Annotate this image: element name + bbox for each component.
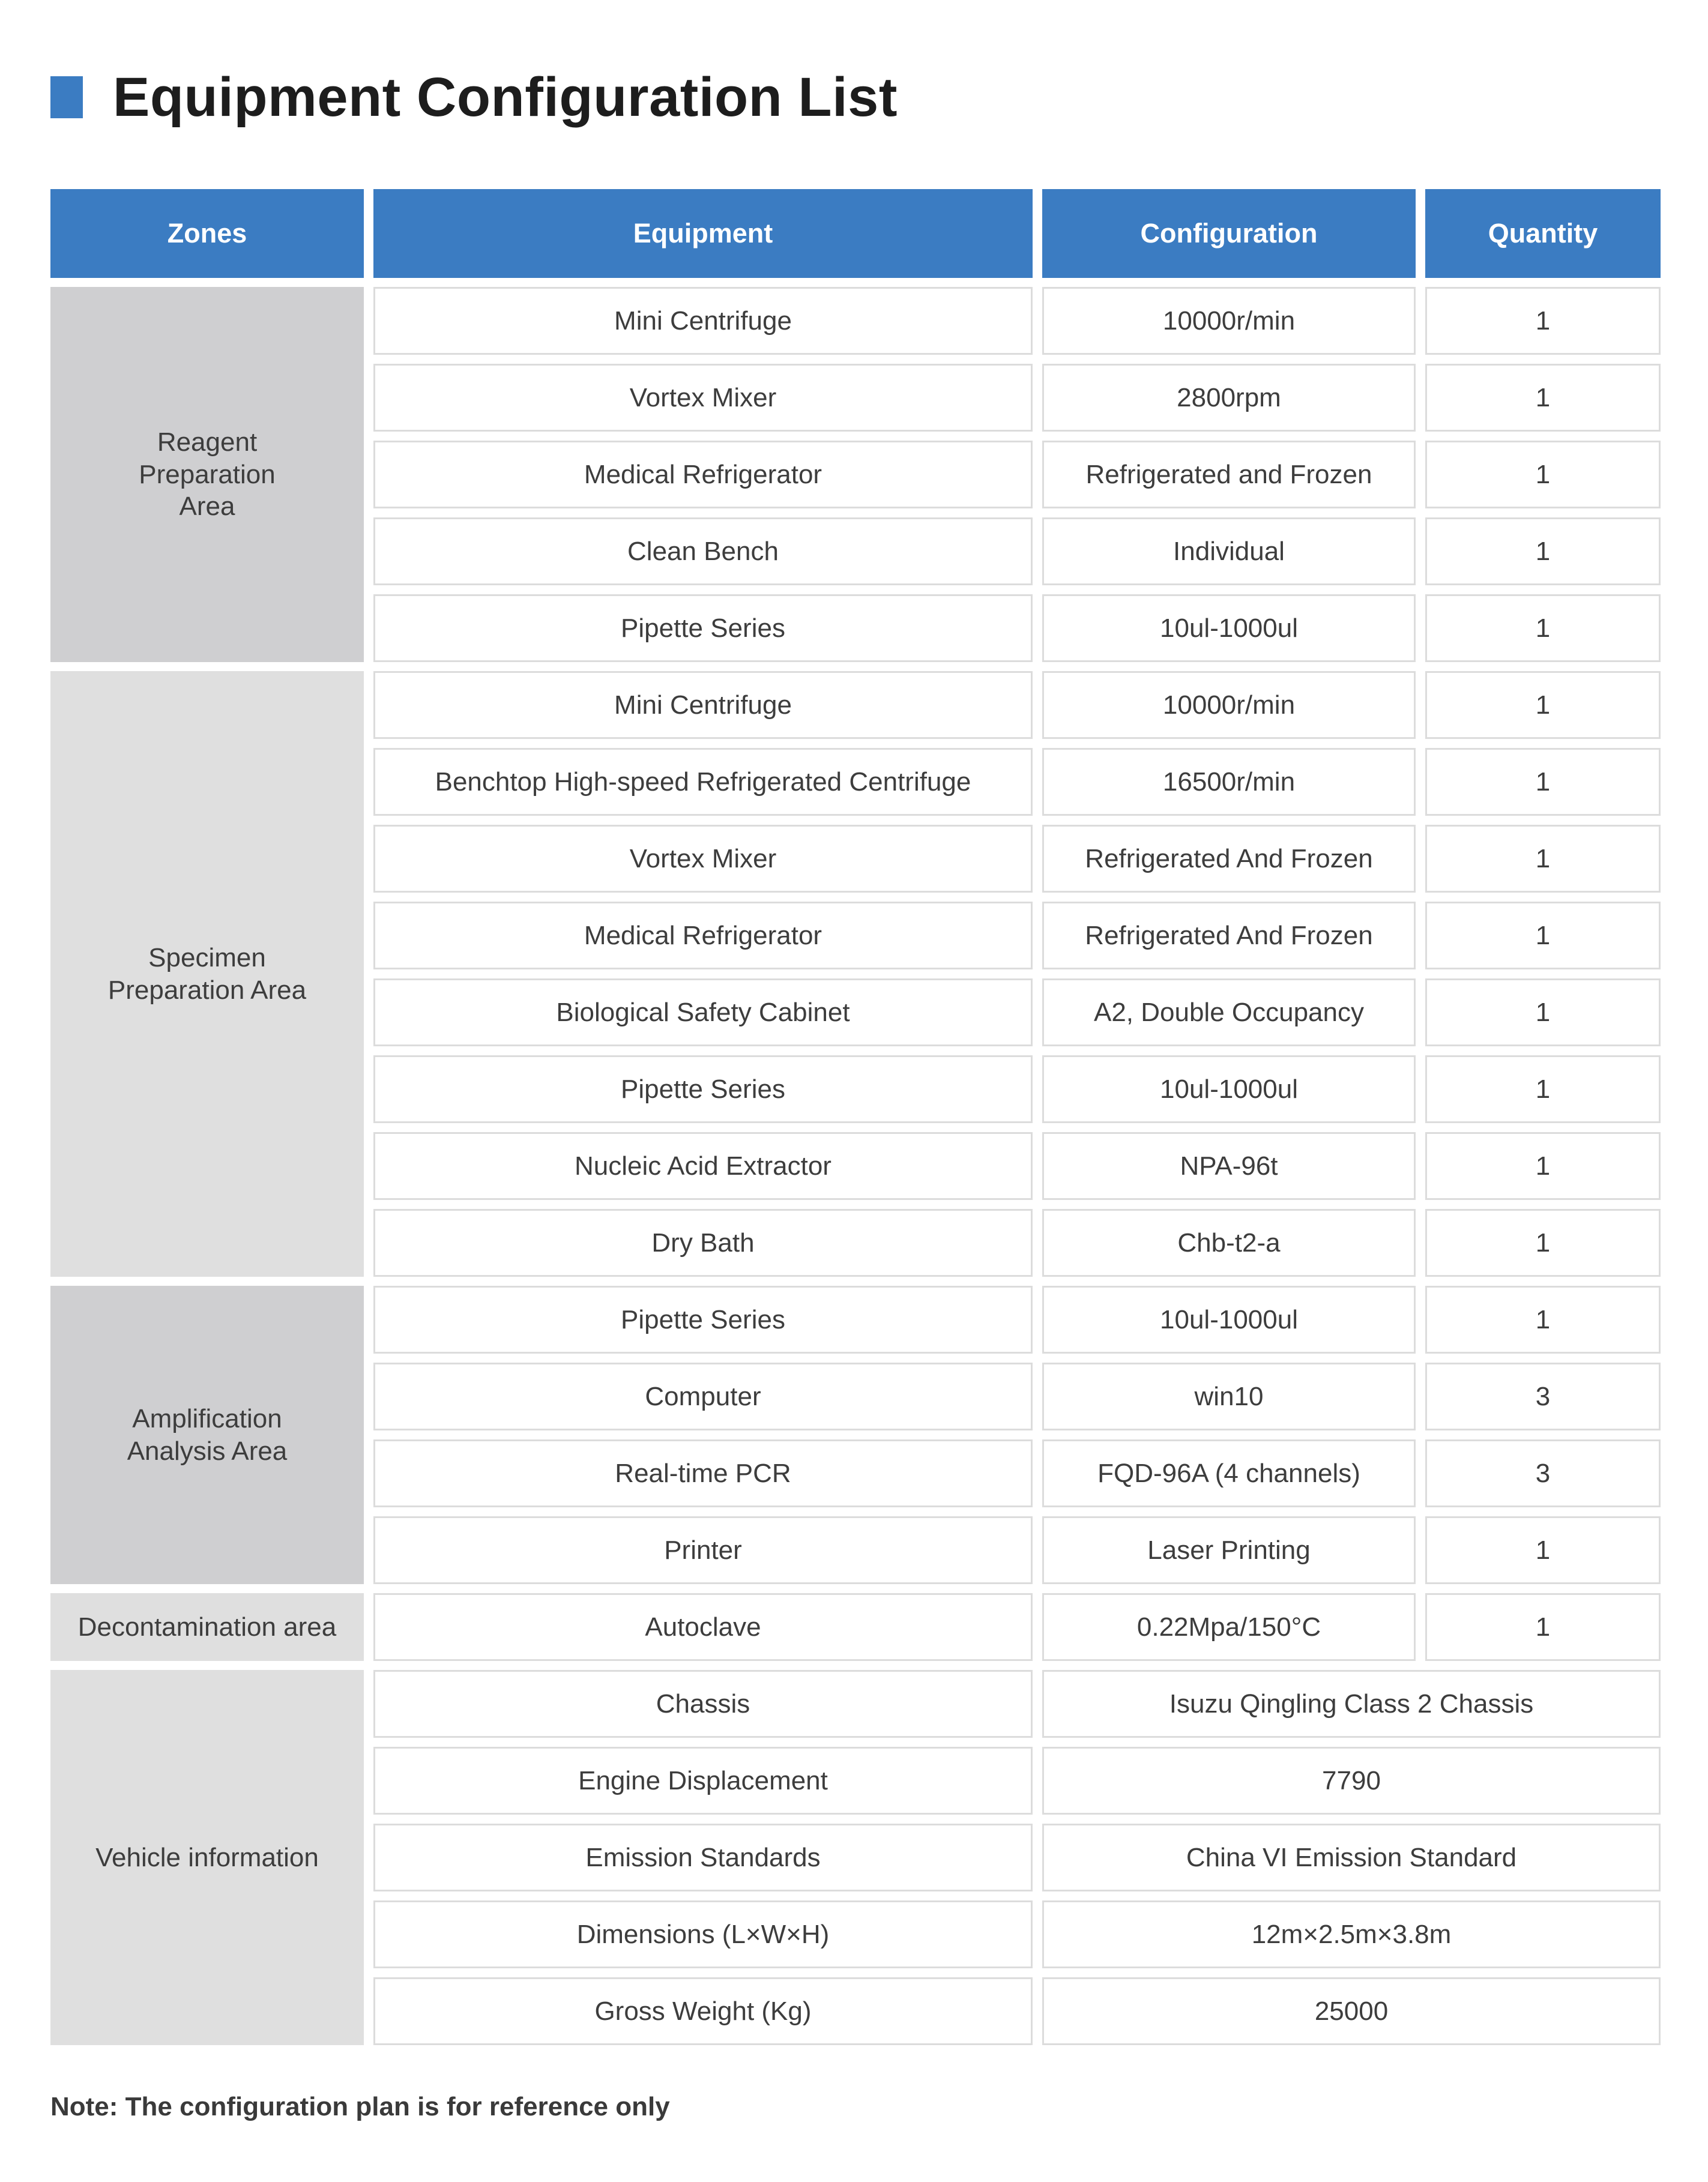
configuration-cell: 0.22Mpa/150°C [1042,1593,1416,1661]
equipment-cell: Benchtop High-speed Refrigerated Centrifuge [373,748,1033,816]
vehicle-item-cell: Emission Standards [373,1824,1033,1891]
quantity-cell: 1 [1425,287,1661,355]
equipment-cell: Pipette Series [373,594,1033,662]
quantity-cell: 1 [1425,517,1661,585]
quantity-cell: 1 [1425,978,1661,1046]
equipment-cell: Dry Bath [373,1209,1033,1277]
configuration-cell: Chb-t2-a [1042,1209,1416,1277]
zone-amplification-analysis: Amplification Analysis Area [50,1286,364,1584]
header-configuration: Configuration [1042,189,1416,278]
quantity-cell: 3 [1425,1439,1661,1507]
equipment-cell: Autoclave [373,1593,1033,1661]
configuration-cell: Individual [1042,517,1416,585]
equipment-cell: Vortex Mixer [373,825,1033,893]
equipment-cell: Real-time PCR [373,1439,1033,1507]
quantity-cell: 1 [1425,902,1661,969]
equipment-cell: Clean Bench [373,517,1033,585]
zone-decontamination: Decontamination area [50,1593,364,1661]
configuration-cell: FQD-96A (4 channels) [1042,1439,1416,1507]
quantity-cell: 1 [1425,1132,1661,1200]
equipment-cell: Biological Safety Cabinet [373,978,1033,1046]
configuration-cell: 10000r/min [1042,287,1416,355]
equipment-cell: Nucleic Acid Extractor [373,1132,1033,1200]
equipment-cell: Mini Centrifuge [373,671,1033,739]
configuration-cell: Laser Printing [1042,1516,1416,1584]
vehicle-value-cell: 25000 [1042,1977,1661,2045]
header-quantity: Quantity [1425,189,1661,278]
header-zones: Zones [50,189,364,278]
header-equipment: Equipment [373,189,1033,278]
configuration-cell: Refrigerated And Frozen [1042,902,1416,969]
equipment-cell: Pipette Series [373,1286,1033,1354]
page-header [50,67,898,127]
equipment-cell: Computer [373,1363,1033,1430]
configuration-cell: 16500r/min [1042,748,1416,816]
vehicle-value-cell: China VI Emission Standard [1042,1824,1661,1891]
quantity-cell: 1 [1425,441,1661,508]
quantity-cell: 1 [1425,671,1661,739]
vehicle-item-cell: Chassis [373,1670,1033,1738]
zone-vehicle-information: Vehicle information [50,1670,364,2045]
configuration-cell: 10000r/min [1042,671,1416,739]
vehicle-value-cell: Isuzu Qingling Class 2 Chassis [1042,1670,1661,1738]
configuration-cell: win10 [1042,1363,1416,1430]
quantity-cell: 1 [1425,594,1661,662]
zone-reagent-preparation: Reagent Preparation Area [50,287,364,662]
equipment-cell: Medical Refrigerator [373,441,1033,508]
configuration-cell: Refrigerated And Frozen [1042,825,1416,893]
quantity-cell: 1 [1425,1209,1661,1277]
quantity-cell: 3 [1425,1363,1661,1430]
configuration-cell: NPA-96t [1042,1132,1416,1200]
page-title: Equipment Configuration List [113,66,898,128]
configuration-cell: Refrigerated and Frozen [1042,441,1416,508]
footnote: Note: The configuration plan is for reference only [50,2092,670,2121]
quantity-cell: 1 [1425,364,1661,432]
quantity-cell: 1 [1425,1593,1661,1661]
quantity-cell: 1 [1425,1055,1661,1123]
equipment-cell: Medical Refrigerator [373,902,1033,969]
configuration-cell: 10ul-1000ul [1042,1055,1416,1123]
quantity-cell: 1 [1425,748,1661,816]
title-marker [50,76,83,118]
vehicle-value-cell: 7790 [1042,1747,1661,1815]
configuration-cell: 10ul-1000ul [1042,594,1416,662]
quantity-cell: 1 [1425,1516,1661,1584]
vehicle-item-cell: Dimensions (L×W×H) [373,1900,1033,1968]
configuration-cell: 10ul-1000ul [1042,1286,1416,1354]
vehicle-item-cell: Gross Weight (Kg) [373,1977,1033,2045]
vehicle-value-cell: 12m×2.5m×3.8m [1042,1900,1661,1968]
vehicle-item-cell: Engine Displacement [373,1747,1033,1815]
equipment-cell: Mini Centrifuge [373,287,1033,355]
equipment-cell: Printer [373,1516,1033,1584]
equipment-cell: Vortex Mixer [373,364,1033,432]
equipment-table [50,189,1661,2045]
equipment-cell: Pipette Series [373,1055,1033,1123]
configuration-cell: 2800rpm [1042,364,1416,432]
configuration-cell: A2, Double Occupancy [1042,978,1416,1046]
quantity-cell: 1 [1425,825,1661,893]
quantity-cell: 1 [1425,1286,1661,1354]
zone-specimen-preparation: Specimen Preparation Area [50,671,364,1277]
